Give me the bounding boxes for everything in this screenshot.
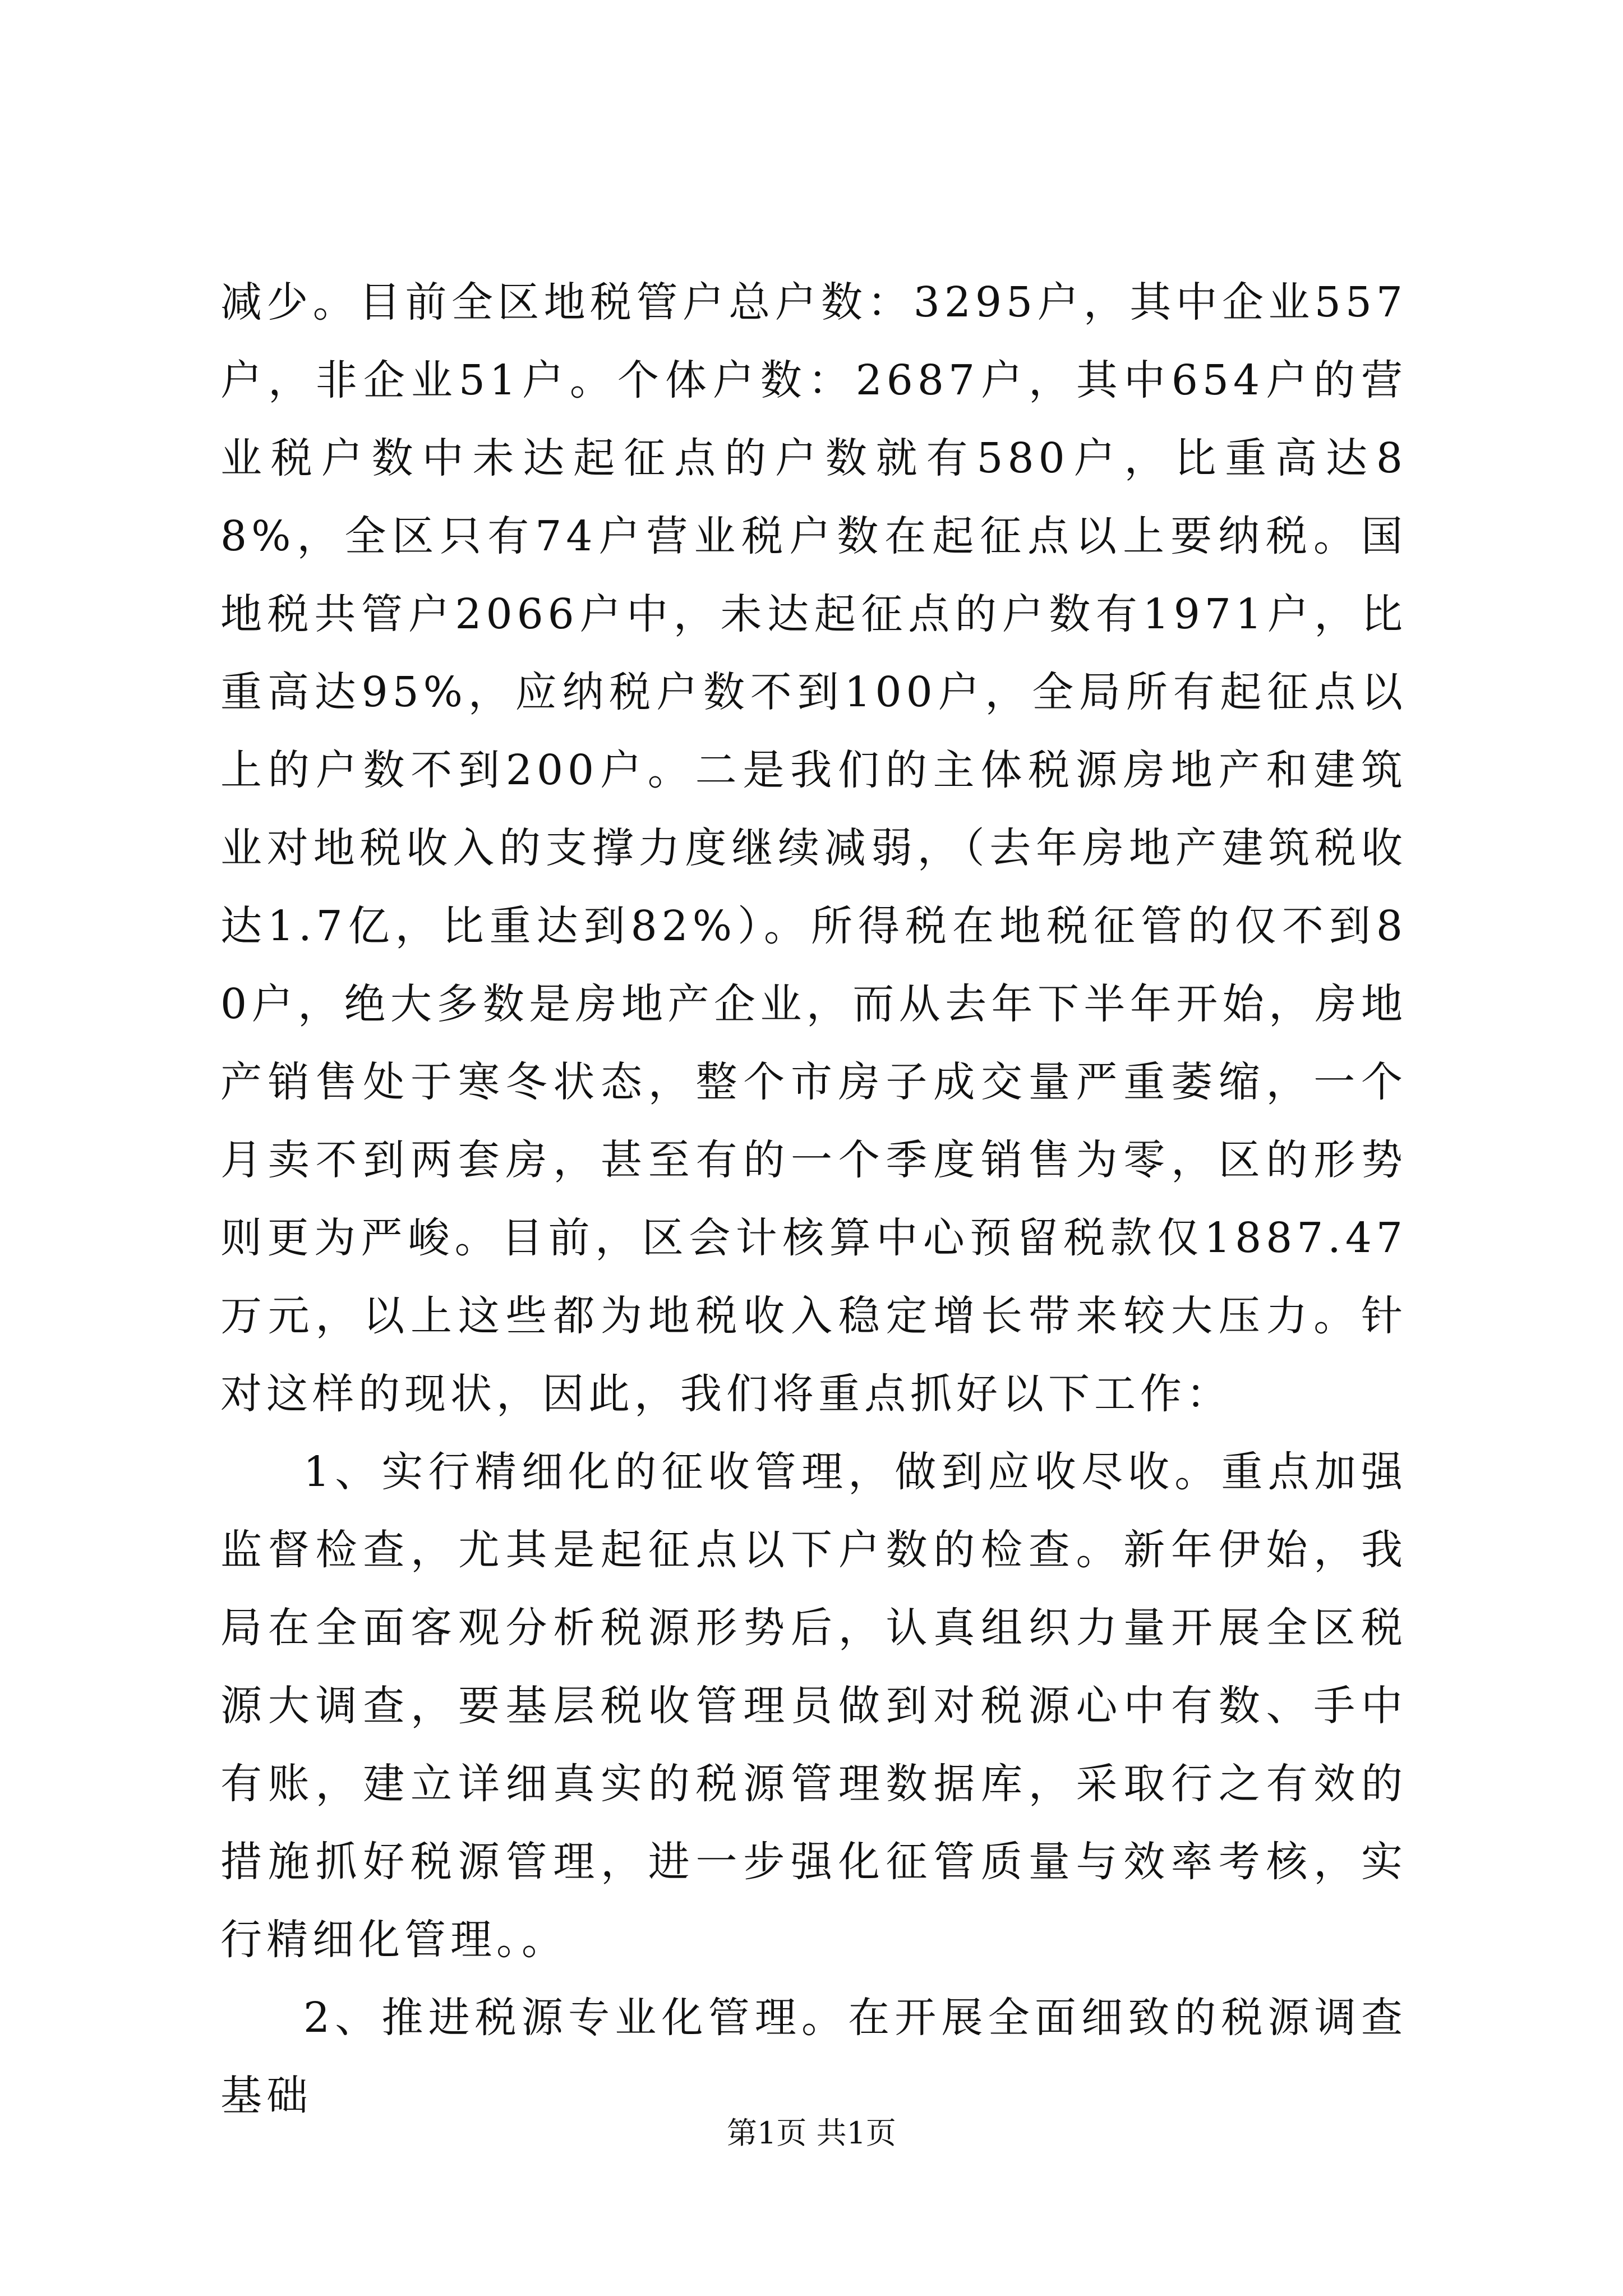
paragraph-1: 减少。目前全区地税管户总户数：3295户，其中企业557户，非企业51户。个体户数：2687户，其中654户的营业税户数中未达起征点的户数就有580户，比重高达88%，全区只有74户营业税户数在起征点以上要纳税。国地税共管户2066户中，未达起征点的户数有1971户，比重高达95%，应纳税户数不到100户，全局所有起征点以上的户数不到200户。二是我们的主体税源房地产和建筑业对地税收入的支撑力度继续减弱，（去年房地产建筑税收达1.7亿，比重达到82%）。所得税在地税征管的仅不到80户，绝大多数是房地产企业，而从去年下半年开始，房地产销售处于寒冬状态，整个市房子成交量严重萎缩，一个月卖不到两套房，甚至有的一个季度销售为零，区的形势则更为严峻。目前，区会计核算中心预留税款仅1887.47万元，以上这些都为地税收入稳定增长带来较大压力。针对这样的现状，因此，我们将重点抓好以下工作：: [220, 278, 1407, 1418]
document-body: [220, 264, 1407, 2135]
page-footer: 第1页 共1页: [727, 2115, 896, 2151]
paragraph-3: 2、推进税源专业化管理。在开展全面细致的税源调查基础: [220, 1994, 1407, 2120]
paragraph-2: 1、实行精细化的征收管理，做到应收尽收。重点加强监督检查，尤其是起征点以下户数的检查。新年伊始，我局在全面客观分析税源形势后，认真组织力量开展全区税源大调查，要基层税收管理员做到对税源心中有数、手中有账，建立详细真实的税源管理数据库，采取行之有效的措施抓好税源管理，进一步强化征管质量与效率考核，实行精细化管理。。: [220, 1448, 1407, 1964]
